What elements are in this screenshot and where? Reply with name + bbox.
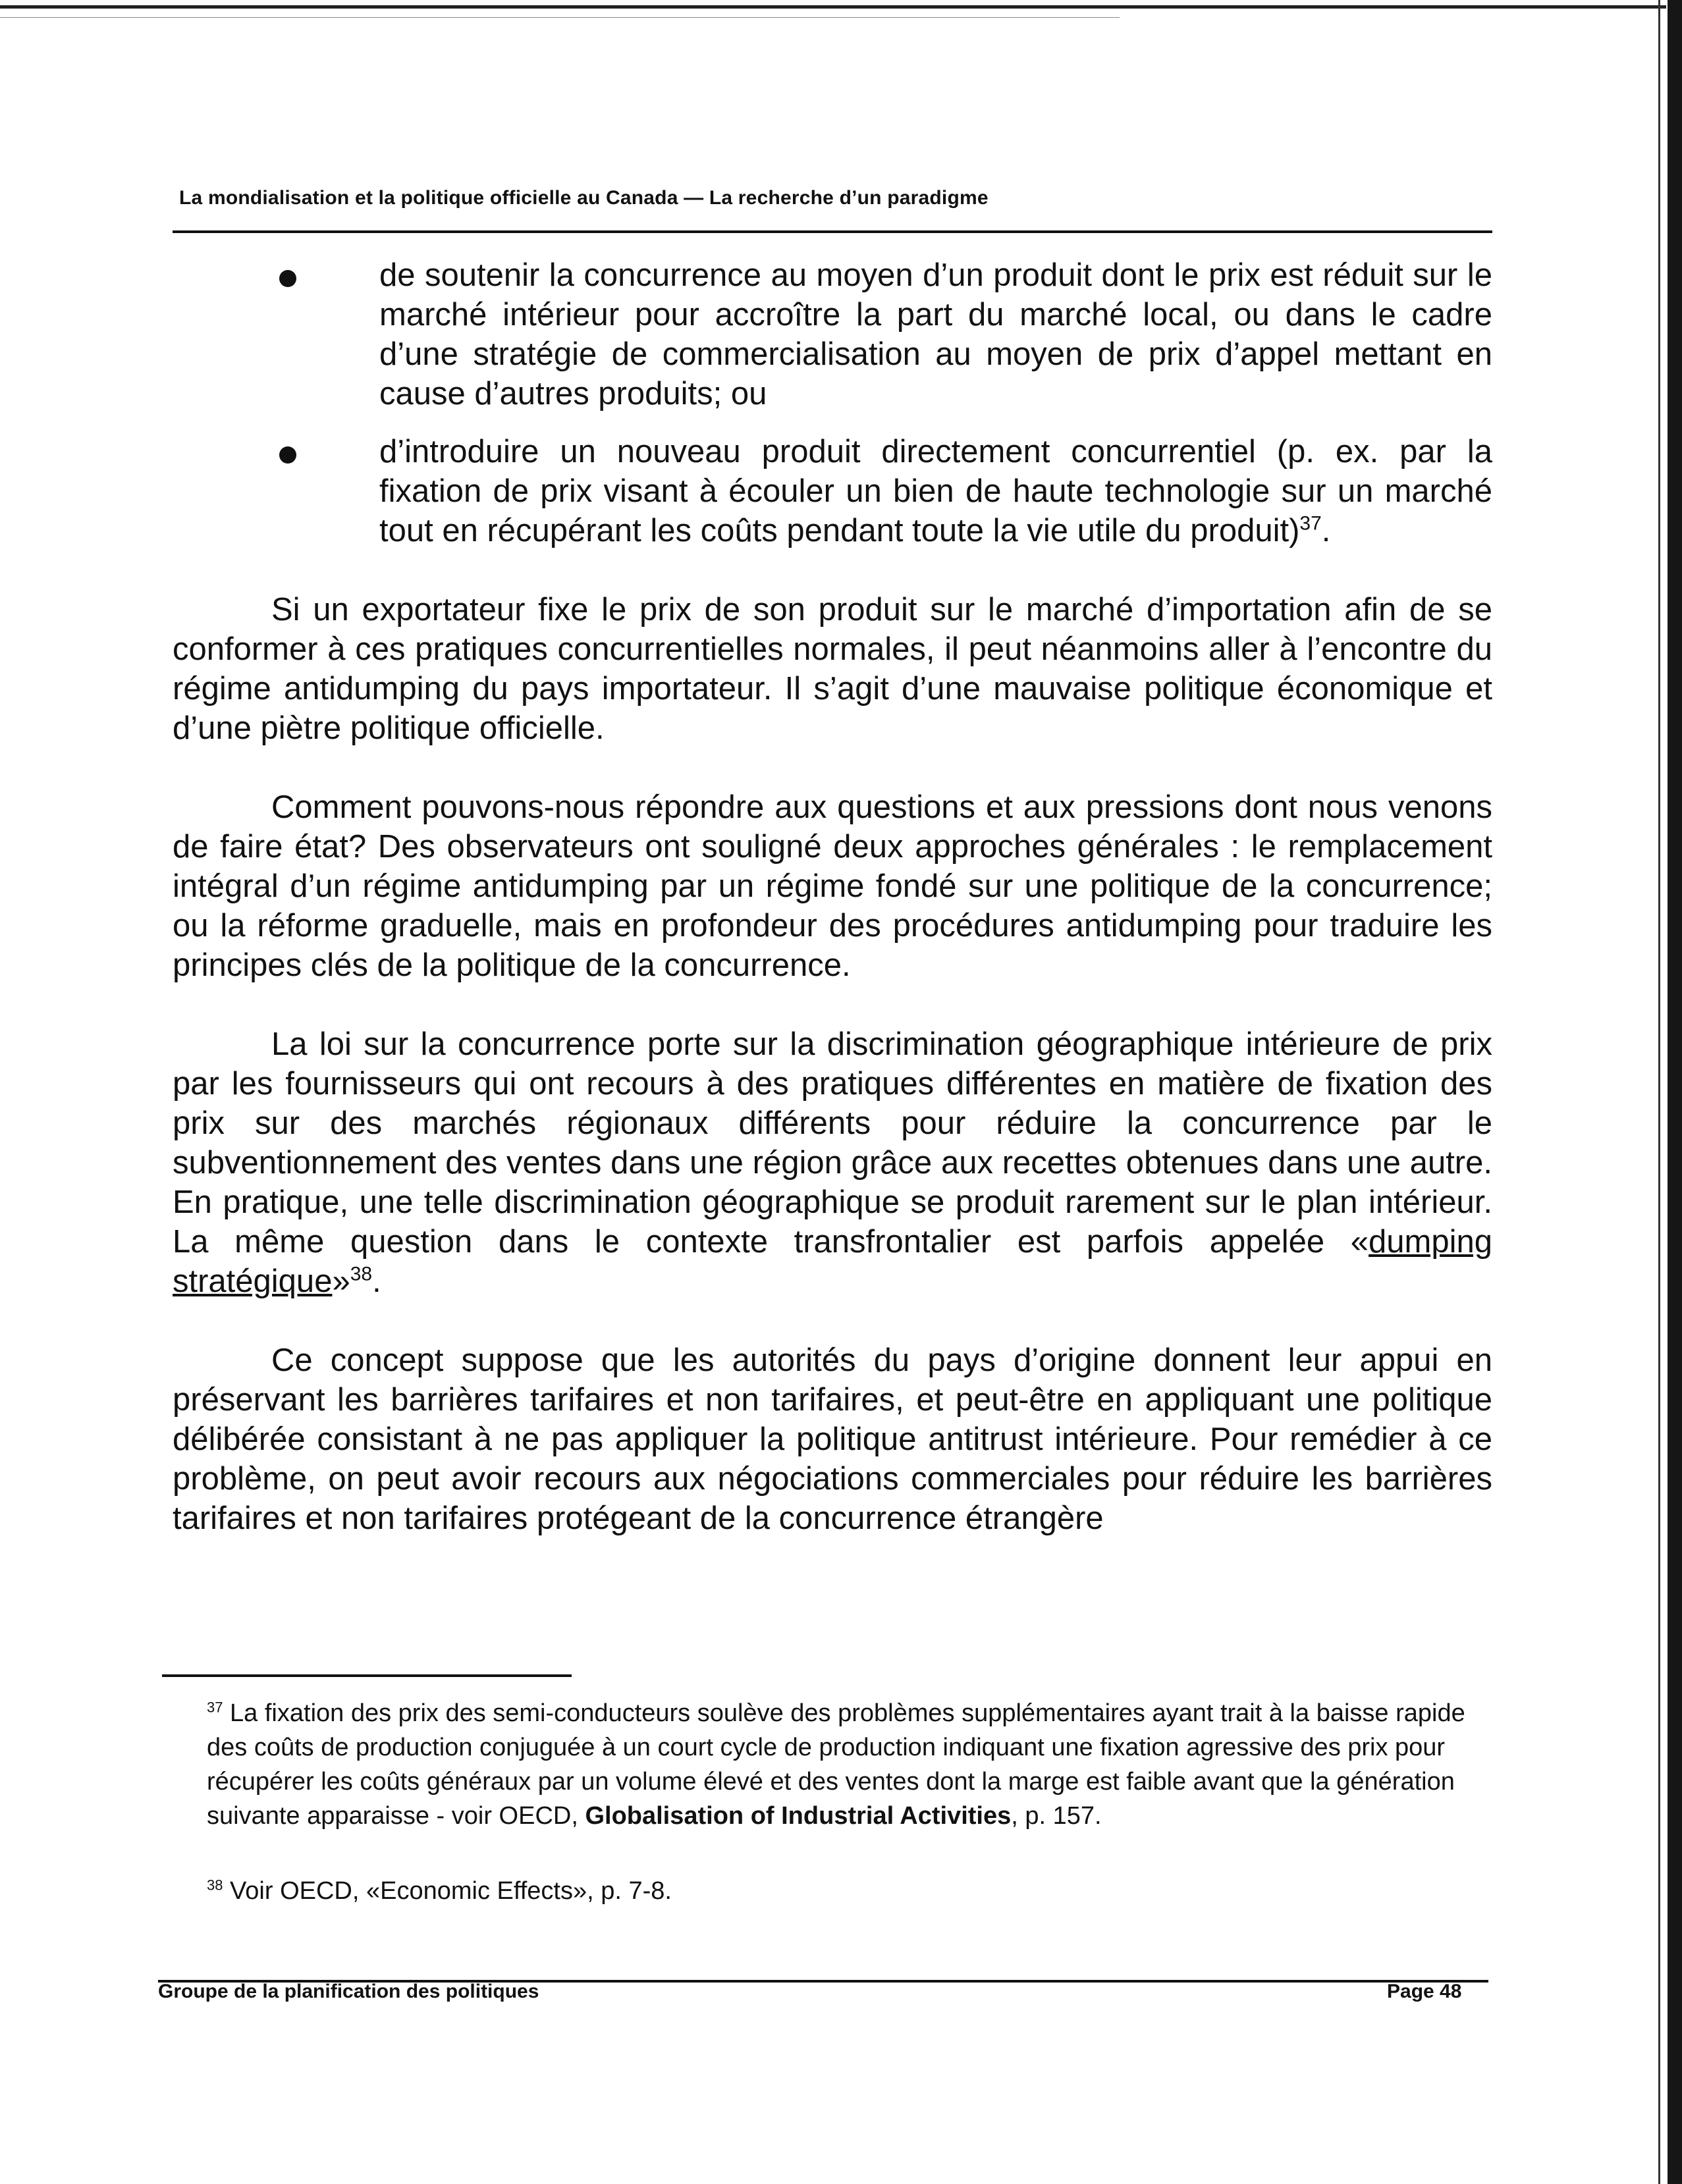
bullet-text — [379, 432, 1492, 550]
paragraph-3 — [173, 1025, 1492, 1301]
footnote-text: La fixation des prix des semi-conducteurs soulève des problèmes supplémentaires ayant trait à la baisse rapide des coûts de production conjuguée à un court cycle de production indiquant une fixation agressive des prix pour récupérer les coûts généraux par un volume élevé et des ventes dont la marge est faible avant que la génération suivante apparaisse - voir OECD, — [207, 1699, 1465, 1830]
page-body — [173, 255, 1492, 1538]
footnote-text: Voir OECD, «Economic Effects», p. 7-8. — [230, 1877, 672, 1905]
underlined-term: dumping stratégique — [173, 1224, 1492, 1299]
scan-edge-top — [0, 5, 1666, 9]
footnote-number: 37 — [207, 1699, 223, 1716]
footnote-38 — [170, 1874, 1488, 1908]
footnote-37 — [170, 1696, 1488, 1833]
paragraph-3-end: . — [372, 1264, 381, 1299]
bullet-dot-icon — [279, 270, 296, 287]
scan-edge-right — [1668, 0, 1682, 2184]
scan-edge-line — [0, 17, 1120, 18]
paragraph-4: Ce concept suppose que les autorités du pays d’origine donnent leur appui en préservant les barrières tarifaires et non tarifaires, et peut-être en appliquant une politique délibérée consistant à ne pas appliquer la politique antitrust intérieure. Pour remédier à ce problème, on peut avoir recours aux négociations commerciales pour réduire les barrières tarifaires et non tarifaires protégeant de la concurrence étrangère — [173, 1343, 1492, 1536]
bullet-text-end: . — [1321, 513, 1331, 548]
page-number: Page 48 — [1387, 1981, 1462, 2002]
running-head: La mondialisation et la politique officielle au Canada — La recherche d’un paradigme — [179, 187, 989, 209]
footnote-ref-38[interactable]: 38 — [350, 1263, 373, 1285]
bullet-text: de soutenir la concurrence au moyen d’un produit dont le prix est réduit sur le marché intérieur pour accroître la part du marché local, ou dans le cadre d’une stratégie de commercialisation au moyen de prix d’appel mettant en cause d’autres produits; ou — [379, 257, 1492, 412]
paragraph-3-text: La loi sur la concurrence porte sur la discrimination géographique intérieure de prix par les fournisseurs qui ont recours à des pratiques différentes en matière de fixation des prix sur des marchés régionaux différents pour réduire la concurrence par le subventionnement des ventes dans une région grâce aux recettes obtenues dans une autre. En pratique, une telle discrimination géographique se produit rarement sur le plan intérieur. La même question dans le contexte transfrontalier est parfois appelée « — [173, 1026, 1492, 1260]
bullet-text-body: d’introduire un nouveau produit directement concurrentiel (p. ex. par la fixation de prix visant à écouler un bien de haute technologie sur un marché tout en récupérant les coûts pendant toute la vie utile du produit) — [379, 434, 1492, 548]
scan-edge-line-right — [1658, 0, 1660, 2184]
header-rule — [173, 230, 1492, 233]
footnote-number: 38 — [207, 1877, 223, 1894]
footnote-ref-37[interactable]: 37 — [1299, 512, 1322, 535]
paragraph-1: Si un exportateur fixe le prix de son produit sur le marché d’importation afin de se conformer à ces pratiques concurrentielles normales, il peut néanmoins aller à l’encontre du régime antidumping du pays importateur. Il s’agit d’une mauvaise politique économique et d’une piètre politique officielle. — [173, 592, 1492, 746]
footnote-end: , p. 157. — [1011, 1802, 1102, 1830]
bullet-item — [173, 432, 1492, 550]
bullet-item — [173, 255, 1492, 413]
paragraph-2: Comment pouvons-nous répondre aux questions et aux pressions dont nous venons de faire état? Des observateurs ont souligné deux approches générales : le remplacement intégral d’un régime antidumping par un régime fondé sur une politique de la concurrence; ou la réforme graduelle, mais en profondeur des procédures antidumping pour traduire les principes clés de la politique de la concurrence. — [173, 789, 1492, 983]
footer-organization: Groupe de la planification des politiques — [158, 1981, 539, 2002]
bullet-dot-icon — [279, 446, 296, 464]
footnotes — [170, 1696, 1488, 1908]
paragraph-3-quote-close: » — [332, 1264, 350, 1299]
footnote-title: Globalisation of Industrial Activities — [585, 1802, 1012, 1830]
footnote-separator — [162, 1674, 572, 1677]
